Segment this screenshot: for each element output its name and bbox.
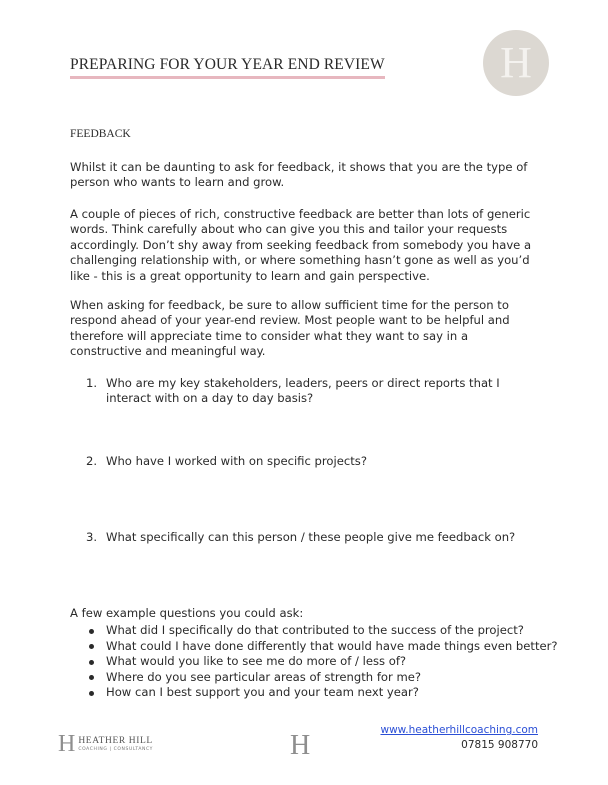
page-title: PREPARING FOR YOUR YEAR END REVIEW: [70, 56, 385, 79]
paragraph-intro: Whilst it can be daunting to ask for feedback, it shows that you are the type of person who wants to learn and grow.: [70, 160, 528, 190]
footer-brand-name: HEATHER HILL: [78, 736, 153, 746]
footer-brand: [78, 736, 153, 752]
logo-badge: [483, 30, 549, 96]
paragraph-timing: When asking for feedback, be sure to allow sufficient time for the person to respond ahead of your year-end review. Most people want to be helpful and therefore will appreciate time to consider what they want to say in a constructive and meaningful way.: [70, 298, 510, 359]
footer-brand-tagline: COACHING | CONSULTANCY: [78, 747, 153, 752]
footer-brand-logo: [58, 732, 153, 756]
paragraph-rich-feedback: A couple of pieces of rich, constructive feedback are better than lots of generic words. Think carefully about who can give you this and tailor your requests accordingly. Don’t shy away from seeking feedback from somebody you have a challenging relationship with, or where something hasn’t gone as well as you’d like - this is a great opportunity to learn and gain perspective.: [70, 207, 532, 283]
question-number: 1.: [86, 376, 98, 390]
website-link[interactable]: www.heatherhillcoaching.com: [380, 724, 538, 736]
phone-number: 07815 908770: [461, 739, 538, 751]
question-number: 3.: [86, 530, 98, 544]
section-heading: FEEDBACK: [70, 128, 131, 140]
examples-intro: A few example questions you could ask:: [70, 606, 304, 620]
question-text: Who are my key stakeholders, leaders, peers or direct reports that I interact with on a day to day basis?: [106, 376, 500, 406]
list-item: What did I specifically do that contributed to the success of the project?: [70, 623, 558, 639]
footer-monogram: H: [58, 731, 76, 757]
question-number: 2.: [86, 454, 98, 468]
footer-center-monogram: H: [290, 730, 311, 761]
logo-monogram: H: [500, 38, 532, 87]
list-item: How can I best support you and your team next year?: [70, 685, 558, 701]
question-text: Who have I worked with on specific projects?: [106, 454, 367, 468]
example-questions-list: [70, 623, 558, 701]
list-item: Where do you see particular areas of strength for me?: [70, 670, 558, 686]
question-text: What specifically can this person / these people give me feedback on?: [106, 530, 516, 544]
list-item: What would you like to see me do more of / less of?: [70, 654, 558, 670]
contact-block: [380, 723, 538, 753]
list-item: What could I have done differently that would have made things even better?: [70, 639, 558, 655]
